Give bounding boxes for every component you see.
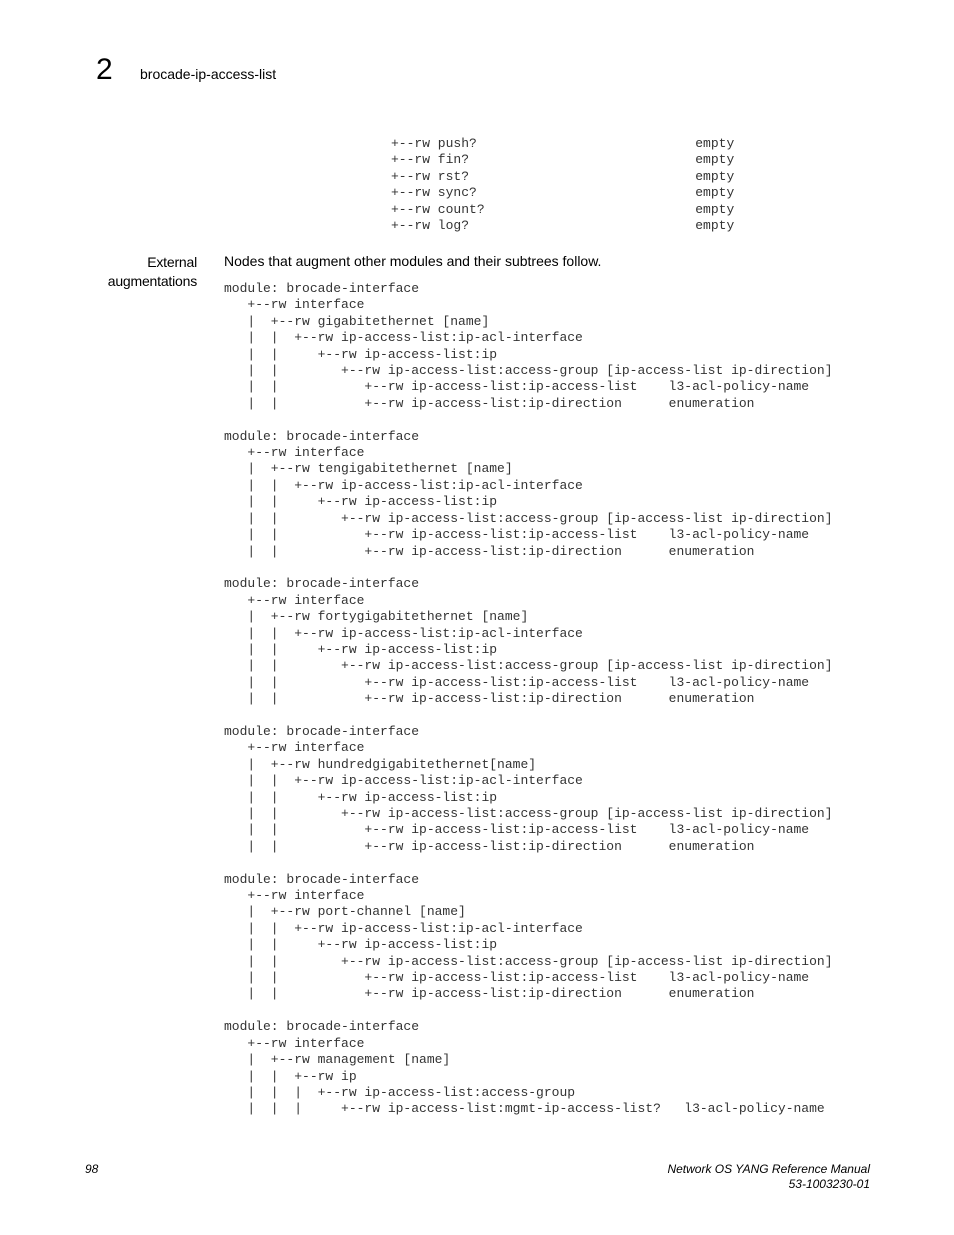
section-intro: Nodes that augment other modules and their subtrees follow. [224, 253, 602, 269]
section-heading [57, 253, 197, 291]
chapter-number: 2 [96, 53, 113, 86]
running-header-title: brocade-ip-access-list [140, 66, 277, 82]
section-heading-line-1: External [147, 254, 197, 270]
code-block-flags: +--rw push? empty +--rw fin? empty +--rw rst? empty +--rw sync? empty +--rw count? empty +--rw log? empty [391, 136, 735, 234]
code-block-modules: module: brocade-interface +--rw interface | +--rw gigabitethernet [name] | | +--rw ip-access-list:ip-acl-interface | | +--rw ip-access-list:ip | | +--rw ip-access-list:access-group [ip-access-list ip-direction] | | +--rw ip-access-list:ip-access-list l3-acl-policy-name | | +--rw ip-access-list:ip-direction enumeration module: brocade-interface +--rw interface | +--rw tengigabitethernet [name] | | +--rw ip-access-list:ip-acl-interface | | +--rw ip-access-list:ip | | +--rw ip-access-list:access-group [ip-access-list ip-direction] | | +--rw ip-access-list:ip-access-list l3-acl-policy-name | | +--rw ip-access-list:ip-direction enumeration module: brocade-interface +--rw interface | +--rw fortygigabitethernet [name] | | +--rw ip-access-list:ip-acl-interface | | +--rw ip-access-list:ip | | +--rw ip-access-list:access-group [ip-access-list ip-direction] | | +--rw ip-access-list:ip-access-list l3-acl-policy-name | | +--rw ip-access-list:ip-direction enumeration module: brocade-interface +--rw interface | +--rw hundredgigabitethernet[name] | | +--rw ip-access-list:ip-acl-interface | | +--rw ip-access-list:ip | | +--rw ip-access-list:access-group [ip-access-list ip-direction] | | +--rw ip-access-list:ip-access-list l3-acl-policy-name | | +--rw ip-access-list:ip-direction enumeration module: brocade-interface +--rw interface | +--rw port-channel [name] | | +--rw ip-access-list:ip-acl-interface | | +--rw ip-access-list:ip | | +--rw ip-access-list:access-group [ip-access-list ip-direction] | | +--rw ip-access-list:ip-access-list l3-acl-policy-name | | +--rw ip-access-list:ip-direction enumeration module: brocade-interface +--rw interface | +--rw management [name] | | +--rw ip | | | +--rw ip-access-list:access-group | | | +--rw ip-access-list:mgmt-ip-access-list? l3-acl-policy-name [224, 281, 833, 1117]
section-heading-line-2: augmentations [107, 273, 197, 289]
manual-title: Network OS YANG Reference Manual [667, 1162, 870, 1176]
document-number: 53-1003230-01 [788, 1177, 870, 1191]
footer-document-info [667, 1162, 870, 1192]
page-number: 98 [85, 1162, 99, 1176]
